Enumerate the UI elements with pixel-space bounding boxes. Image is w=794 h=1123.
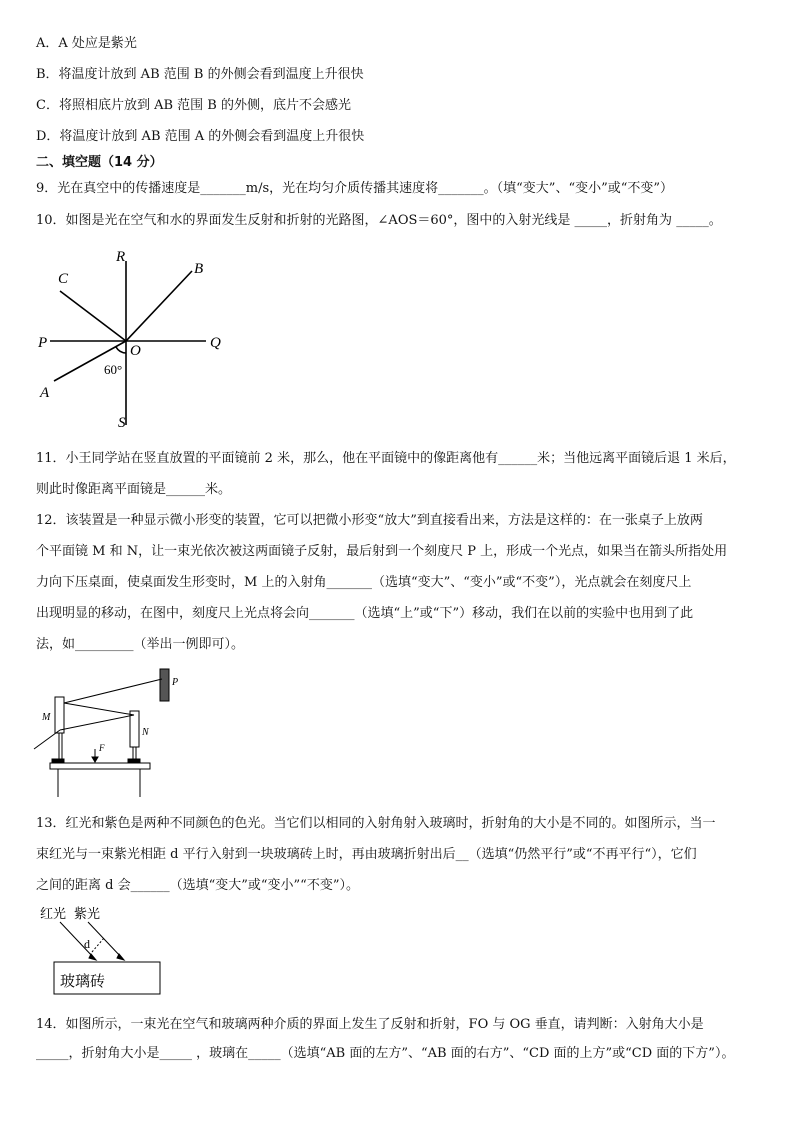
- label-n-mirror: N: [142, 727, 149, 738]
- label-distance-d: d: [84, 937, 90, 951]
- label-c: C: [58, 271, 69, 287]
- option-a: A．A 处应是紫光: [36, 36, 137, 51]
- option-c: C．将照相底片放到 AB 范围 B 的外侧，底片不会感光: [36, 98, 351, 113]
- question-14-line-2: _____，折射角大小是_____ ，玻璃在_____（选填“AB 面的左方”、“AB 面的右方”、“CD 面的上方”或“CD 面的下方”）。: [36, 1046, 735, 1061]
- figure-q10-light-path: [30, 243, 240, 433]
- question-13-line-1: 13．红光和紫色是两种不同颜色的色光。当它们以相同的入射角射入玻璃时，折射角的大小是不同的。如图所示，当一: [36, 816, 716, 831]
- label-red-light: 红光: [40, 906, 67, 921]
- option-d: D．将温度计放到 AB 范围 A 的外侧会看到温度上升很快: [36, 129, 365, 144]
- label-glass-block: 玻璃砖: [60, 974, 106, 990]
- label-q: Q: [210, 335, 221, 351]
- question-12-line-4: 出现明显的移动，在图中，刻度尺上光点将会向_______（选填“上”或“下”）移动，我们在以前的实验中也用到了此: [36, 606, 694, 621]
- question-13-line-2: 束红光与一束紫光相距 d 平行入射到一块玻璃砖上时，再由玻璃折射出后__（选填“仍然平行”或“不再平行“），它们: [36, 847, 697, 862]
- label-f-force: F: [99, 743, 105, 753]
- figure-q13-glass-block: [36, 904, 166, 996]
- label-b: B: [194, 261, 204, 277]
- label-angle: 60°: [104, 362, 123, 377]
- question-11-line-1: 11．小王同学站在竖直放置的平面镜前 2 米，那么，他在平面镜中的像距离他有______米；当他远离平面镜后退 1 米后，: [36, 451, 736, 466]
- question-13-line-3: 之间的距离 d 会______（选填“变大”或“变小”“不变”）。: [36, 878, 359, 893]
- label-p: P: [38, 335, 48, 351]
- question-14-line-1: 14．如图所示，一束光在空气和玻璃两种介质的界面上发生了反射和折射，FO 与 OG 垂直，请判断：入射角大小是: [36, 1017, 704, 1032]
- option-b: B．将温度计放到 AB 范围 B 的外侧会看到温度上升很快: [36, 67, 364, 82]
- question-12-line-3: 力向下压桌面，使桌面发生形变时，M 上的入射角_______（选填“变大”、“变小”或“不变”），光点就会在刻度尺上: [36, 575, 692, 590]
- label-r: R: [116, 249, 126, 265]
- label-m-mirror: M: [42, 712, 51, 723]
- section-title: 二、填空题（14 分）: [36, 155, 163, 170]
- question-12-line-1: 12．该装置是一种显示微小形变的装置，它可以把微小形变“放大”到直接看出来，方法是这样的：在一张桌子上放两: [36, 513, 703, 528]
- label-a: A: [40, 385, 50, 401]
- question-12-line-5: 法，如_________（举出一例即可）。: [36, 637, 245, 652]
- label-p-scale: P: [172, 677, 179, 688]
- question-9: 9．光在真空中的传播速度是_______m/s，光在均匀介质传播其速度将_______。（填“变大”、“变小”或“不变”）: [36, 181, 674, 196]
- figure-q12-mirror-device: [30, 665, 190, 805]
- question-10: 10．如图是光在空气和水的界面发生反射和折射的光路图，∠AOS＝60°，图中的入射光线是 _____，折射角为 _____。: [36, 213, 722, 228]
- question-12-line-2: 个平面镜 M 和 N，让一束光依次被这两面镜子反射，最后射到一个刻度尺 P 上，形成一个光点，如果当在箭头所指处用: [36, 544, 728, 559]
- label-violet-light: 紫光: [74, 906, 101, 921]
- label-s: S: [118, 415, 126, 431]
- label-o: O: [130, 343, 141, 359]
- question-11-line-2: 则此时像距离平面镜是______米。: [36, 482, 232, 497]
